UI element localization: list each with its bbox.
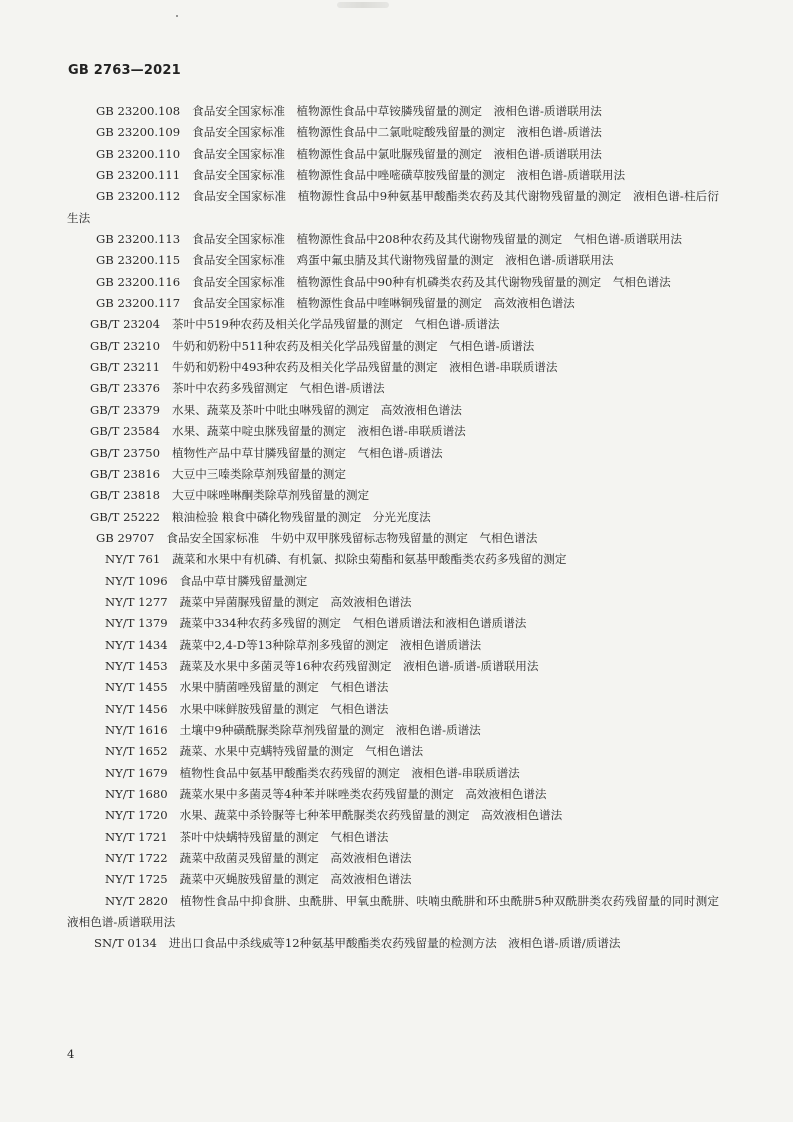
standard-title: 蔬菜、水果中克螨特残留量的测定 气相色谱法 [179,744,424,759]
standard-entry [67,250,719,271]
standard-code: NY/T 1680 [105,787,168,801]
standard-title: 牛奶和奶粉中511种农药及相关化学品残留量的测定 气相色谱-质谱法 [172,338,535,353]
standard-entry [67,613,719,634]
standard-entry [67,677,719,698]
standard-code: GB 29707 [96,530,155,545]
standard-entry [67,165,719,186]
standard-title: 蔬菜和水果中有机磷、有机氯、拟除虫菊酯和氨基甲酸酯类农药多残留的测定 [172,552,567,567]
standard-title: 植物性食品中抑食肼、虫酰肼、甲氧虫酰肼、呋喃虫酰肼和环虫酰肼5种双酰肼类农药残留量的同时测定 液相色谱-质谱联用法 [67,893,731,930]
standard-title: 水果、蔬菜中啶虫脒残留量的测定 液相色谱-串联质谱法 [172,424,466,439]
standard-code: NY/T 1455 [105,680,168,695]
standard-code: NY/T 761 [105,552,161,567]
standard-entry [67,378,719,399]
standard-code: GB 23200.115 [96,253,181,268]
standard-title: 茶叶中519种农药及相关化学品残留量的测定 气相色谱-质谱法 [172,317,500,332]
standard-entry [67,805,719,826]
standard-title: 食品安全国家标准 植物源性食品中氯吡脲残留量的测定 液相色谱-质谱联用法 [192,146,602,161]
standard-code: GB 23200.109 [96,125,181,140]
standard-entry [67,848,719,869]
standard-title: 食品安全国家标准 植物源性食品中90种有机磷类农药及其代谢物残留量的测定 气相色谱法 [192,274,671,289]
standard-title: 蔬菜及水果中多菌灵等16种农药残留测定 液相色谱-质谱-质谱联用法 [179,658,539,673]
standard-title: 蔬菜中灭蝇胺残留量的测定 高效液相色谱法 [179,872,412,887]
standard-code: NY/T 1379 [105,616,168,631]
standard-entry [67,101,719,122]
standard-code: GB 23200.110 [96,146,181,161]
standard-entry [67,528,719,549]
standard-code: GB/T 23204 [90,317,160,332]
standard-title: 食品安全国家标准 植物源性食品中草铵膦残留量的测定 液相色谱-质谱联用法 [192,104,602,118]
standard-entry [67,656,719,677]
standard-title: 土壤中9种磺酰脲类除草剂残留量的测定 液相色谱-质谱法 [179,722,481,737]
standard-code: GB 23200.108 [96,104,181,118]
standard-title: 进出口食品中杀线威等12种氨基甲酸酯类农药残留量的检测方法 液相色谱-质谱/质谱法 [168,936,621,951]
standard-entry [67,635,719,656]
standard-title: 粮油检验 粮食中磷化物残留量的测定 分光光度法 [172,509,431,524]
standard-entry [67,763,719,784]
standard-entry [67,571,719,592]
standard-entry [67,314,719,335]
standard-entry [67,293,719,314]
standard-code: NY/T 1725 [105,872,168,887]
standard-entry [67,144,719,165]
standard-title: 蔬菜中334种农药多残留的测定 气相色谱质谱法和液相色谱质谱法 [179,616,527,631]
scan-mark [337,2,389,8]
standard-title: 蔬菜中2,4-D等13种除草剂多残留的测定 液相色谱质谱法 [179,637,482,652]
standard-code: NY/T 1434 [105,637,168,652]
standard-title: 水果、蔬菜中杀铃脲等七种苯甲酰脲类农药残留量的测定 高效液相色谱法 [179,808,563,823]
standard-code: GB/T 23750 [90,445,160,460]
standard-entry [67,891,731,934]
standard-title: 茶叶中炔螨特残留量的测定 气相色谱法 [179,829,389,844]
standard-entry [67,507,719,528]
standard-entry [67,186,719,229]
standard-entry [67,720,719,741]
standard-id-header: GB 2763—2021 [68,63,181,78]
standard-title: 牛奶和奶粉中493种农药及相关化学品残留量的测定 液相色谱-串联质谱法 [172,360,558,375]
standard-code: NY/T 1721 [105,829,168,844]
standard-entry [67,869,719,890]
standard-code: NY/T 1456 [105,701,168,716]
scan-speck [176,15,178,17]
standard-code: GB/T 23816 [90,466,160,481]
standard-code: NY/T 1652 [105,744,168,759]
standard-title: 食品安全国家标准 植物源性食品中二氯吡啶酸残留量的测定 液相色谱-质谱法 [192,125,602,140]
standard-title: 蔬菜中异菌脲残留量的测定 高效液相色谱法 [179,594,412,609]
standard-entry [67,485,719,506]
standard-code: NY/T 1616 [105,722,168,737]
standard-entry [67,421,719,442]
standard-entry [67,741,719,762]
standard-title: 水果、蔬菜及茶叶中吡虫啉残留的测定 高效液相色谱法 [172,402,462,417]
standard-code: NY/T 1720 [105,808,168,823]
standard-entry [67,400,719,421]
standard-code: NY/T 1679 [105,765,168,780]
standard-entry [67,336,719,357]
standard-code: NY/T 1722 [105,851,168,866]
standard-title: 水果中腈菌唑残留量的测定 气相色谱法 [179,680,389,695]
standard-title: 食品中草甘膦残留量测定 [179,573,308,588]
standard-code: NY/T 1096 [105,573,168,588]
standard-code: NY/T 1453 [105,658,168,673]
standard-code: GB/T 23211 [90,360,160,375]
standard-code: GB/T 23584 [90,424,160,439]
standard-entry [67,357,719,378]
standard-code: GB/T 23376 [90,381,160,396]
standard-title: 植物性食品中氨基甲酸酯类农药残留的测定 液相色谱-串联质谱法 [179,765,520,780]
standard-code: NY/T 1277 [105,594,168,609]
standard-title: 水果中咪鲜胺残留量的测定 气相色谱法 [179,701,389,716]
standard-entry [67,229,719,250]
standard-title: 食品安全国家标准 植物源性食品中唑嘧磺草胺残留量的测定 液相色谱-质谱联用法 [192,168,626,183]
page-number: 4 [67,1047,75,1061]
standard-code: GB 23200.116 [96,274,181,289]
standard-entry [67,549,719,570]
standard-code: SN/T 0134 [94,936,157,951]
standard-entry [67,827,719,848]
standard-title: 食品安全国家标准 植物源性食品中208种农药及其代谢物残留量的测定 气相色谱-质谱联用法 [192,232,682,247]
standard-title: 蔬菜水果中多菌灵等4种苯并咪唑类农药残留量的测定 高效液相色谱法 [179,787,547,801]
standard-entry [67,933,719,954]
standard-title: 植物性产品中草甘膦残留量的测定 气相色谱-质谱法 [172,445,443,460]
standard-code: GB/T 23379 [90,402,160,417]
reference-list [67,101,731,955]
standard-title: 食品安全国家标准 牛奶中双甲脒残留标志物残留量的测定 气相色谱法 [166,530,538,545]
standard-title: 大豆中咪唑啉酮类除草剂残留量的测定 [172,488,370,503]
standard-entry [67,464,719,485]
standard-code: GB/T 23210 [90,338,160,353]
standard-entry [67,122,719,143]
standard-code: GB/T 23818 [90,488,160,503]
standard-entry [67,272,719,293]
standard-title: 大豆中三嗪类除草剂残留量的测定 [172,466,346,481]
standard-code: GB 23200.111 [96,168,181,183]
standard-title: 茶叶中农药多残留测定 气相色谱-质谱法 [172,381,385,396]
standard-code: GB 23200.113 [96,232,181,247]
standard-entry [67,784,719,805]
standard-code: NY/T 2820 [105,893,168,908]
standard-code: GB 23200.112 [96,189,181,204]
standard-title: 食品安全国家标准 植物源性食品中喹啉铜残留量的测定 高效液相色谱法 [192,296,575,311]
standard-code: GB/T 25222 [90,509,160,524]
standard-title: 蔬菜中敌菌灵残留量的测定 高效液相色谱法 [179,851,412,866]
standard-entry [67,443,719,464]
standard-title: 食品安全国家标准 鸡蛋中氟虫腈及其代谢物残留量的测定 液相色谱-质谱联用法 [192,253,614,268]
standard-entry [67,592,719,613]
standard-entry [67,699,719,720]
standard-title: 食品安全国家标准 植物源性食品中9种氨基甲酸酯类农药及其代谢物残留量的测定 液相色谱-柱后衍生法 [67,189,719,225]
standard-code: GB 23200.117 [96,296,181,311]
